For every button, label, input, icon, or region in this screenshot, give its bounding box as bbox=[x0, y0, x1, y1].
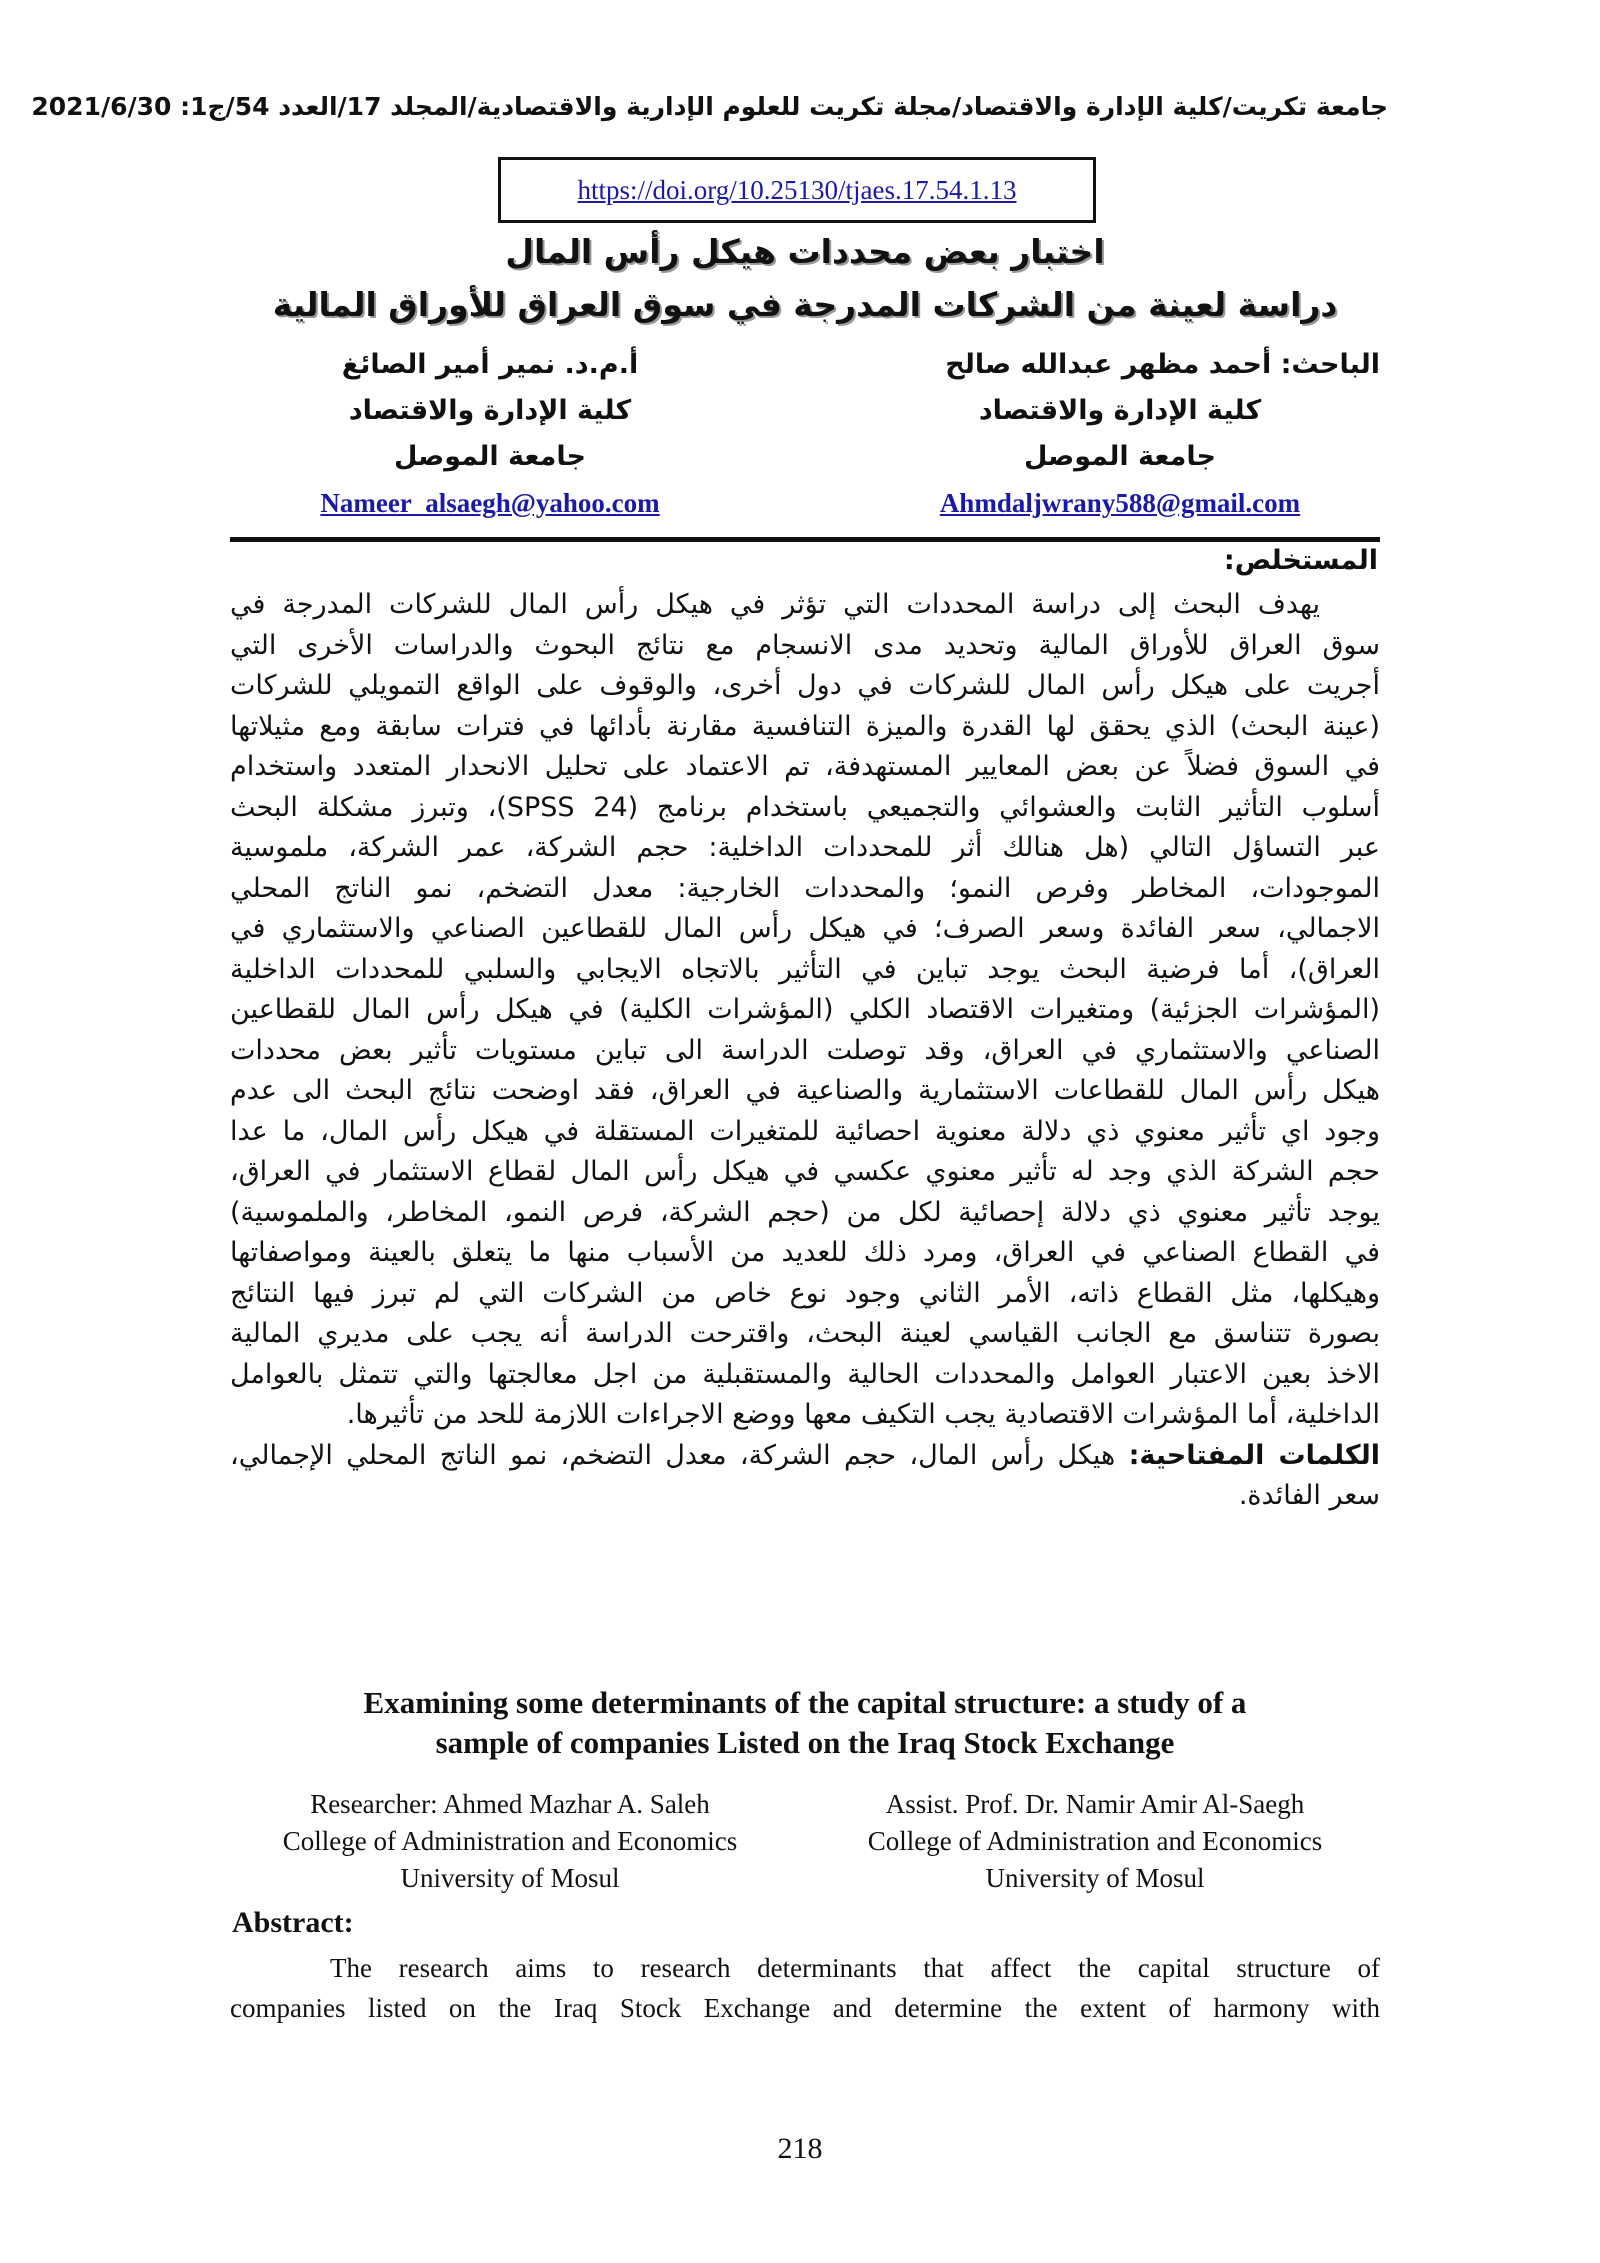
arabic-title-line-1: اختبار بعض محددات هيكل رأس المال bbox=[505, 232, 1105, 271]
author-email-link[interactable]: Nameer_alsaegh@yahoo.com bbox=[320, 488, 660, 518]
abstract-line: حجم الشركة الذي وجد له تأثير معنوي عكسي في هيكل رأس المال لقطاع الاستثمار في العراق، bbox=[230, 1156, 1380, 1187]
english-title-line-1: Examining some determinants of the capital structure: a study of a bbox=[363, 1685, 1247, 1720]
author-university: University of Mosul bbox=[400, 1863, 620, 1893]
abstract-line: عبر التساؤل التالي (هل هنالك أثر للمحددات الداخلية: حجم الشركة، عمر الشركة، ملموسية bbox=[230, 832, 1380, 863]
keywords-line bbox=[230, 1436, 1380, 1477]
english-title-line-2: sample of companies Listed on the Iraq Stock Exchange bbox=[435, 1725, 1175, 1760]
abstract-line: في السوق فضلاً عن بعض المعايير المستهدفة، تم الاعتماد على تحليل الانحدار المتعدد واستخدام bbox=[230, 751, 1380, 782]
keywords-line-2: سعر الفائدة. bbox=[1238, 1480, 1380, 1511]
arabic-author-1 bbox=[860, 342, 1380, 526]
abstract-line: يهدف البحث إلى دراسة المحددات التي تؤثر في هيكل رأس المال للشركات المدرجة في bbox=[230, 589, 1320, 620]
english-title bbox=[230, 1683, 1380, 1763]
abstract-line: أجريت على هيكل رأس المال للشركات في دول أخرى، والوقوف على الواقع التمويلي للشركات bbox=[230, 670, 1380, 701]
english-author-1 bbox=[230, 1786, 790, 1897]
author-university: جامعة الموصل bbox=[1024, 441, 1216, 472]
arabic-abstract-heading: المستخلص: bbox=[1223, 545, 1378, 576]
author-college: College of Administration and Economics bbox=[867, 1826, 1323, 1856]
running-head: جامعة تكريت/كلية الإدارة والاقتصاد/مجلة تكريت للعلوم الإدارية والاقتصادية/المجلد 17/العدد 54/ج1: 2021/6/30 bbox=[31, 92, 1388, 121]
abstract-line: الداخلية، أما المؤشرات الاقتصادية يجب التكيف معها ووضع الاجراءات اللازمة للحد من تأثيرها. bbox=[346, 1399, 1380, 1430]
abstract-line: أسلوب التأثير الثابت والعشوائي والتجميعي باستخدام برنامج (SPSS 24)، وتبرز مشكلة البحث bbox=[230, 791, 1380, 823]
page-number: 218 bbox=[777, 2132, 823, 2165]
author-email-link[interactable]: Ahmdaljwrany588@gmail.com bbox=[939, 488, 1301, 518]
arabic-author-2 bbox=[230, 342, 750, 526]
english-authors bbox=[230, 1786, 1380, 1906]
english-author-2 bbox=[815, 1786, 1375, 1897]
author-name: Researcher: Ahmed Mazhar A. Saleh bbox=[310, 1789, 710, 1819]
abstract-line: هيكل رأس المال للقطاعات الاستثمارية والصناعية في العراق، فقد اوضحت نتائج البحث الى عدم bbox=[230, 1075, 1380, 1106]
arabic-authors bbox=[230, 342, 1380, 542]
author-college: كلية الإدارة والاقتصاد bbox=[348, 395, 632, 426]
arabic-title-line-2: دراسة لعينة من الشركات المدرجة في سوق العراق للأوراق المالية bbox=[272, 285, 1338, 324]
english-abstract-body bbox=[230, 1948, 1380, 2028]
abstract-line: The research aims to research determinants that affect the capital structure of bbox=[330, 1953, 1380, 1983]
abstract-line: (عينة البحث) الذي يحقق لها القدرة والميزة التنافسية مقارنة بأدائها في فترات سابقة ومع مثيلاتها bbox=[230, 710, 1380, 742]
abstract-line: بصورة تتناسق مع الجانب القياسي لعينة البحث، واقترحت الدراسة أنه يجب على مديري المالية bbox=[230, 1318, 1380, 1349]
abstract-line: يوجد تأثير معنوي ذي دلالة إحصائية لكل من (حجم الشركة، فرص النمو، المخاطر، والملموسية) bbox=[230, 1196, 1380, 1228]
author-name: Assist. Prof. Dr. Namir Amir Al-Saegh bbox=[885, 1789, 1305, 1819]
abstract-line: الصناعي والاستثماري في العراق، وقد توصلت الدراسة الى تباين مستويات تأثير بعض محددات bbox=[230, 1034, 1380, 1066]
abstract-line: وجود اي تأثير معنوي ذي دلالة معنوية احصائية للمتغيرات المستقلة في هيكل رأس المال، ما عدا bbox=[230, 1115, 1380, 1147]
abstract-line: سوق العراق للأوراق المالية وتحديد مدى الانسجام مع نتائج البحوث والدراسات الأخرى التي bbox=[230, 629, 1380, 661]
doi-link[interactable]: https://doi.org/10.25130/tjaes.17.54.1.13 bbox=[577, 174, 1017, 205]
author-name: أ.م.د. نمير أمير الصائغ bbox=[341, 349, 639, 380]
abstract-line: الاخذ بعين الاعتبار العوامل والمحددات الحالية والمستقبلية من اجل معالجتها والتي تتمثل بالعوامل bbox=[230, 1358, 1380, 1390]
header-divider bbox=[230, 537, 1380, 542]
abstract-line: العراق)، أما فرضية البحث يوجد تباين في التأثير بالاتجاه الايجابي والسلبي للمحددات الداخلية bbox=[230, 953, 1380, 985]
author-college: College of Administration and Economics bbox=[282, 1826, 738, 1856]
author-name: الباحث: أحمد مظهر عبدالله صالح bbox=[945, 349, 1380, 380]
abstract-line: في القطاع الصناعي في العراق، ومرد ذلك للعديد من الأسباب منها ما يتعلق بالعينة ومواصفاتها bbox=[230, 1237, 1380, 1268]
abstract-line: الاجمالي، سعر الفائدة وسعر الصرف؛ في هيكل رأس المال للقطاعين الصناعي والاستثماري في bbox=[230, 913, 1380, 944]
doi-box bbox=[498, 157, 1096, 223]
keywords-text: هيكل رأس المال، حجم الشركة، معدل التضخم، نمو الناتج المحلي الإجمالي، bbox=[230, 1439, 1129, 1471]
abstract-line: companies listed on the Iraq Stock Exchange and determine the extent of harmony with bbox=[230, 1993, 1380, 2023]
author-university: University of Mosul bbox=[985, 1863, 1205, 1893]
abstract-line: (المؤشرات الجزئية) ومتغيرات الاقتصاد الكلي (المؤشرات الكلية) في هيكل رأس المال للقطاعين bbox=[230, 994, 1380, 1025]
arabic-abstract-body bbox=[230, 585, 1380, 1517]
english-abstract-heading: Abstract: bbox=[232, 1906, 354, 1939]
keywords-label: الكلمات المفتاحية: bbox=[1128, 1439, 1380, 1471]
author-university: جامعة الموصل bbox=[394, 441, 586, 472]
abstract-line: الموجودات، المخاطر وفرص النمو؛ والمحددات الخارجية: معدل التضخم، نمو الناتج المحلي bbox=[230, 872, 1380, 904]
abstract-line: وهيكلها، مثل القطاع ذاته، الأمر الثاني وجود نوع خاص من الشركات التي لم تبرز فيها النتائج bbox=[230, 1277, 1380, 1309]
author-college: كلية الإدارة والاقتصاد bbox=[978, 395, 1262, 426]
